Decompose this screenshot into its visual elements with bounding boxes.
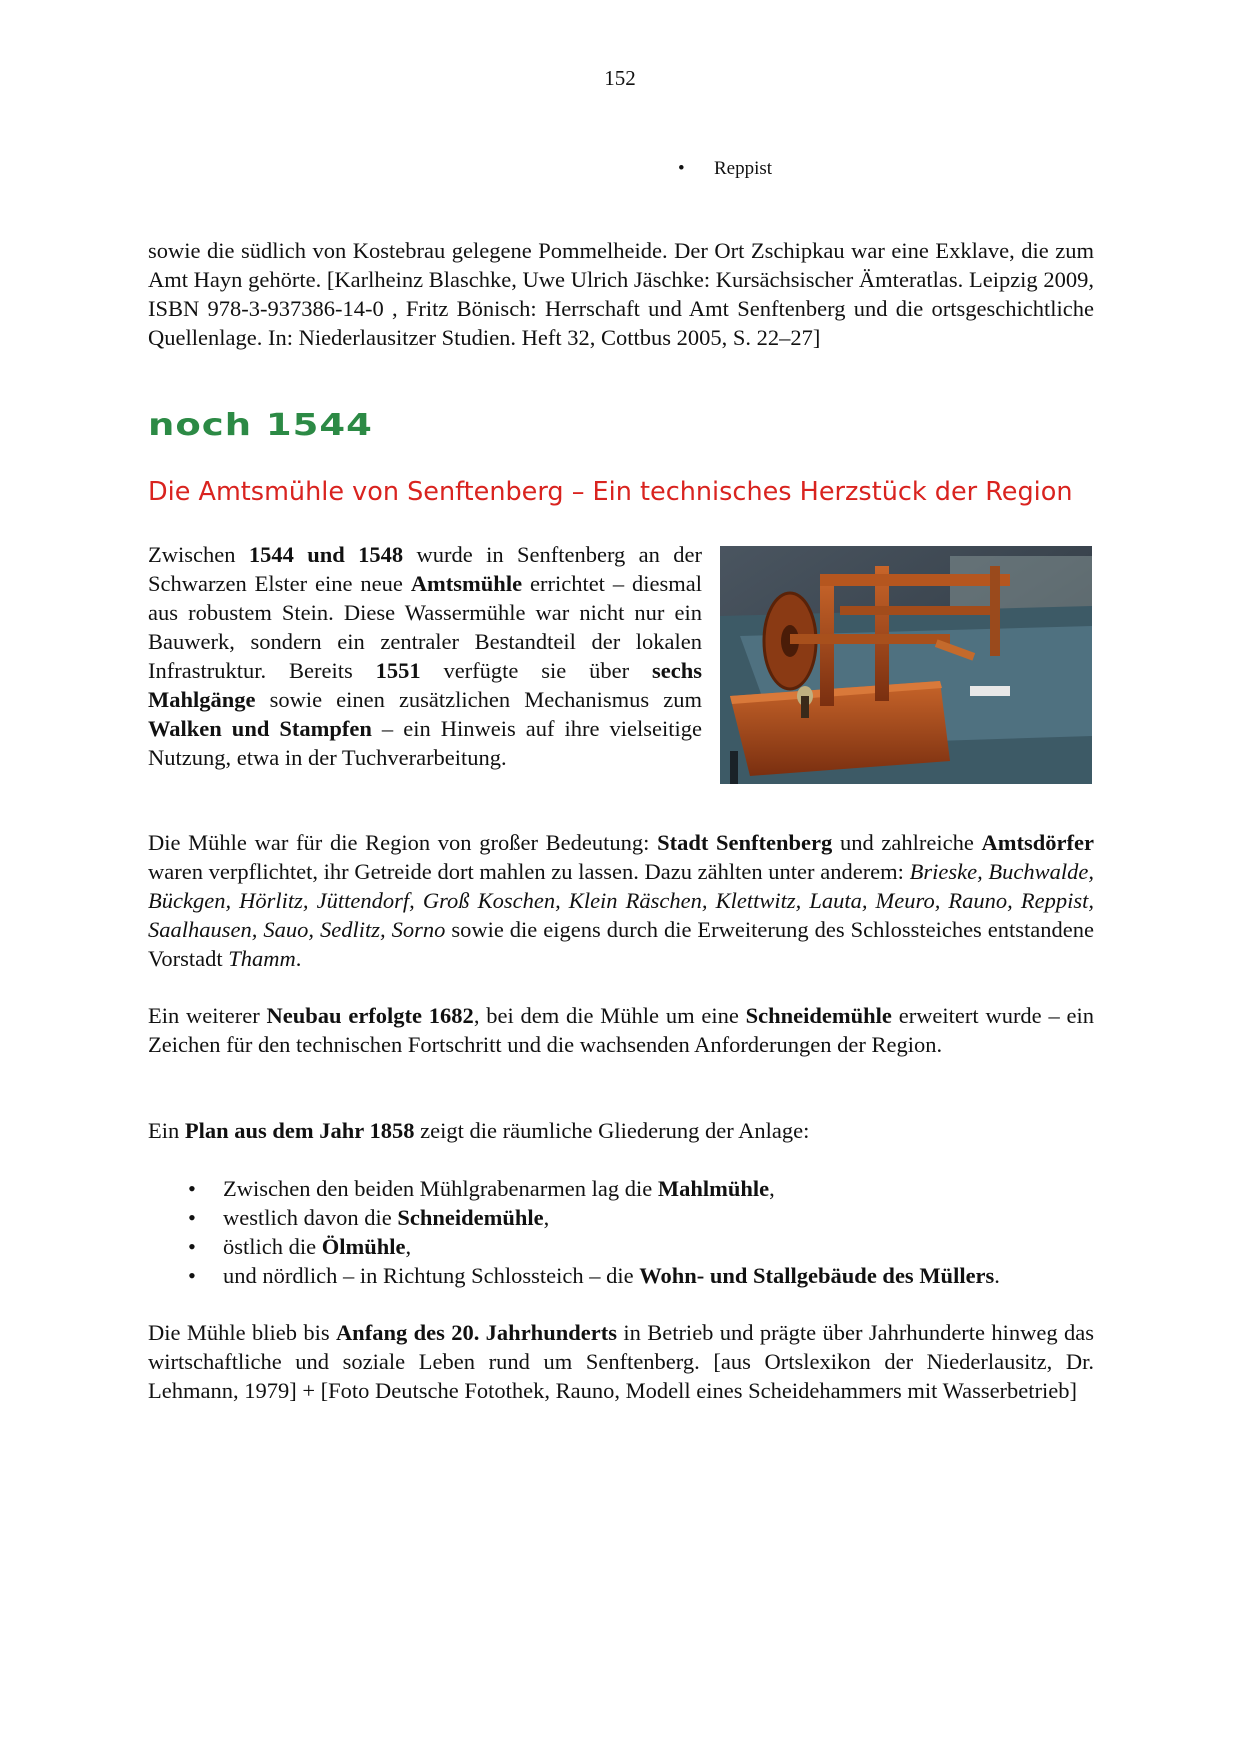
section-heading: Die Amtsmühle von Senftenberg – Ein technisches Herzstück der Region <box>148 477 1073 507</box>
list-item: • östlich die Ölmühle, <box>148 1232 1108 1261</box>
plan-paragraph: Ein Plan aus dem Jahr 1858 zeigt die räumliche Gliederung der Anlage: <box>148 1118 810 1143</box>
neubau-paragraph: Ein weiterer Neubau erfolgte 1682, bei dem die Mühle um eine Schneidemühle erweitert wurde – ein Zeichen für den technischen Fortschritt und die wachsenden Anforderungen der Region. <box>148 1003 1094 1057</box>
list-item: • und nördlich – in Richtung Schlossteich – die Wohn- und Stallgebäude des Müllers. <box>148 1261 1108 1290</box>
closing-paragraph: Die Mühle blieb bis Anfang des 20. Jahrhunderts in Betrieb und prägte über Jahrhunderte hinweg das wirtschaftliche und soziale Leben rund um Senftenberg. [aus Ortslexikon der Niederlausitz, Dr. Lehmann, 1979] + [Foto Deutsche Fotothek, Rauno, Modell eines Scheidehammers mit Wasserbetrieb] <box>148 1320 1094 1403</box>
list-item: • Zwischen den beiden Mühlgrabenarmen lag die Mahlmühle, <box>148 1174 1108 1203</box>
year-label: noch 1544 <box>148 407 373 443</box>
villages-paragraph: Die Mühle war für die Region von großer Bedeutung: Stadt Senftenberg und zahlreiche Amtsdörfer waren verpflichtet, ihr Getreide dort mahlen zu lassen. Dazu zählten unter anderem: Brieske, Buchwalde, Bückgen, Hörlitz, Jüttendorf, Groß Koschen, Klein Räschen, Klettwitz, Lauta, Meuro, Rauno, Reppist, Saalhausen, Sauo, Sedlitz, Sorno sowie die eigens durch die Erweiterung des Schlossteiches entstandene Vorstadt Thamm. <box>148 830 1094 971</box>
list-item: • westlich davon die Schneidemühle, <box>148 1203 1108 1232</box>
page-number: 152 <box>604 66 636 90</box>
list-item-text: Reppist <box>714 158 773 179</box>
continuation-paragraph: sowie die südlich von Kostebrau gelegene Pommelheide. Der Ort Zschipkau war eine Exklave, die zum Amt Hayn gehörte. [Karlheinz Blaschke, Uwe Ulrich Jäschke: Kursächsischer Ämteratlas. Leipzig 2009, ISBN 978-3-937386-14-0 , Fritz Bönisch: Herrschaft und Amt Senftenberg und die ortsgeschichtliche Quellenlage. In: Niederlausitzer Studien. Heft 32, Cottbus 2005, S. 22–27] <box>148 238 1094 350</box>
intro-paragraph: Zwischen 1544 und 1548 wurde in Senftenberg an der Schwarzen Elster eine neue Amtsmühle errichtet – diesmal aus robustem Stein. Diese Wassermühle war nicht nur ein Bauwerk, sondern ein zentraler Bestandteil der lokalen Infrastruktur. Bereits 1551 verfügte sie über sechs Mahlgänge sowie einen zusätzlichen Mechanismus zum Walken und Stampfen – ein Hinweis auf ihre vielseitige Nutzung, etwa in der Tuchverarbeitung. <box>148 542 703 770</box>
bullet: • <box>678 158 685 179</box>
plan-list <box>148 1174 1108 1290</box>
mill-model-photo <box>720 546 1092 784</box>
